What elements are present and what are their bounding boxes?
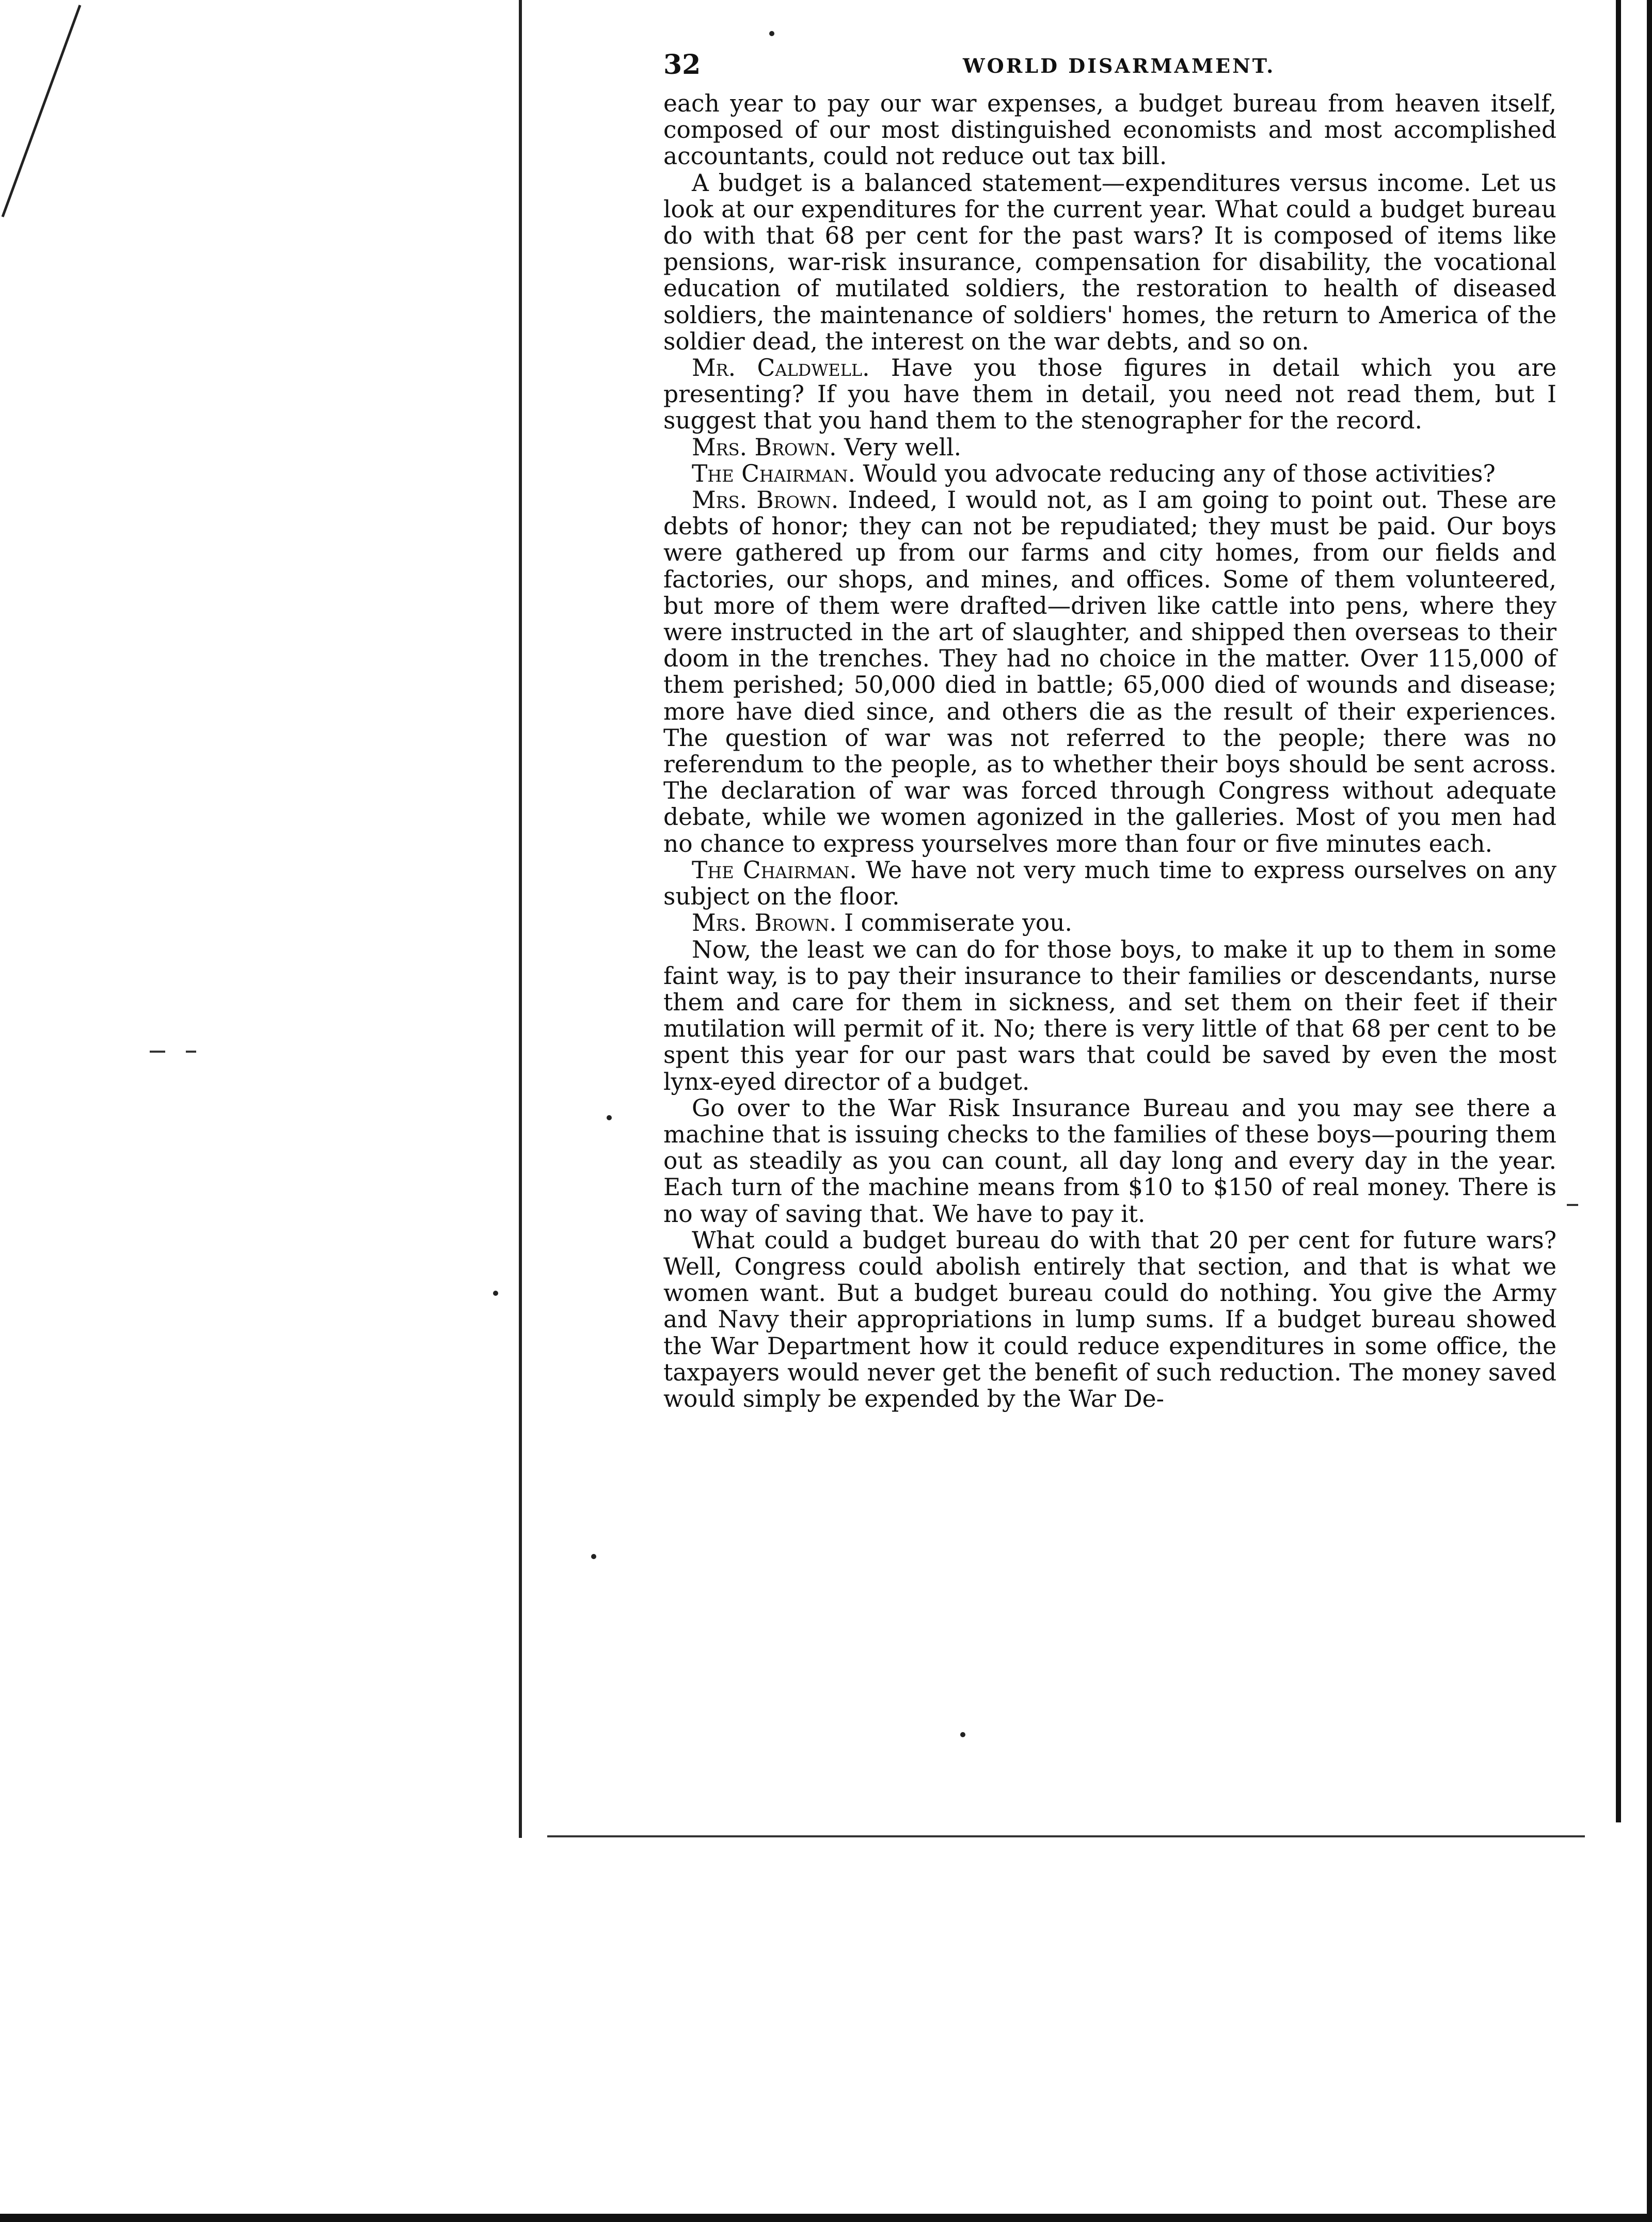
document-page xyxy=(663,49,1556,1412)
page-number: 32 xyxy=(663,49,701,81)
running-head xyxy=(663,49,1556,81)
paragraph-text: each year to pay our war expenses, a budget bureau from heaven itself, composed of our most distinguished economists and most accomplished accountants, could not reduce out tax bill. xyxy=(663,90,1556,170)
paragraph-text: Would you advocate reducing any of those activities? xyxy=(855,459,1496,487)
speaker-name: Mr. Caldwell. xyxy=(692,354,870,382)
paragraph-text: We have not very much time to express ourselves on any subject on the floor. xyxy=(663,856,1556,911)
scan-speck xyxy=(591,1554,596,1559)
paragraph xyxy=(663,170,1556,355)
scan-dash xyxy=(1567,1204,1578,1206)
paragraph xyxy=(663,90,1556,170)
running-title: WORLD DISARMAMENT. xyxy=(963,54,1276,77)
scan-border-right-edge xyxy=(1647,0,1652,2222)
speaker-name: Mrs. Brown. xyxy=(692,486,839,514)
body-text xyxy=(663,90,1556,1412)
paragraph-text: Go over to the War Risk Insurance Bureau and you may see there a machine that is issuing checks to the families of these boys—pouring them out as steadily as you can count, all day long and every day in the year. Each turn of the machine means from $10 to $150 of real money. There is no way of saving that. We have to pay it. xyxy=(663,1094,1556,1228)
scan-speck xyxy=(493,1291,498,1296)
paragraph xyxy=(663,487,1556,857)
paragraph xyxy=(663,355,1556,434)
paragraph xyxy=(663,461,1556,487)
paragraph xyxy=(663,910,1556,936)
paragraph-text: A budget is a balanced statement—expenditures versus income. Let us look at our expenditures for the current year. What could a budget bureau do with that 68 per cent for the past wars? It is composed of items like pensions, war-risk insurance, compensation for disability, the vocational education of mutilated soldiers, the restoration to health of diseased soldiers, the maintenance of soldiers' homes, the return to America of the soldier dead, the interest on the war debts, and so on. xyxy=(663,169,1556,355)
paragraph-text: Have you those figures in detail which you are presenting? If you have them in detail, you need not read them, but I suggest that you hand them to the stenographer for the record. xyxy=(663,354,1556,435)
speaker-name: Mrs. Brown. xyxy=(692,433,837,461)
scan-speck xyxy=(607,1115,612,1120)
paragraph xyxy=(663,937,1556,1095)
speaker-name: Mrs. Brown. xyxy=(692,909,837,937)
paragraph-text: Indeed, I would not, as I am going to point out. These are debts of honor; they can not be repudiated; they must be paid. Our boys were gathered up from our farms and city homes, from our fields and factories, our shops, and mines, and offices. Some of them volunteered, but more of them were drafted—driven like cattle into pens, where they were instructed in the art of slaughter, and shipped then overseas to their doom in the trenches. They had no choice in the matter. Over 115,000 of them perished; 50,000 died in battle; 65,000 died of wounds and disease; more have died since, and others die as the result of their experiences. The question of war was not referred to the people; there was no referendum to the people, as to whether their boys should be sent across. The declaration of war was forced through Congress without adequate debate, while we women agonized in the galleries. Most of you men had no chance to express yourselves more than four or five minutes each. xyxy=(663,486,1556,858)
paragraph-text: I commiserate you. xyxy=(836,909,1072,937)
paragraph-text: Now, the least we can do for those boys, to make it up to them in some faint way, is to pay their insurance to their families or descendants, nurse them and care for them in sickness, and set them on their feet if their mutilation will permit of it. No; there is very little of that 68 per cent to be spent this year for our past wars that could be saved by even the most lynx-eyed director of a budget. xyxy=(663,935,1556,1096)
page-bottom-rule xyxy=(547,1835,1585,1837)
scan-border-bottom xyxy=(0,2214,1652,2222)
paragraph xyxy=(663,434,1556,461)
scan-dash xyxy=(150,1051,165,1053)
scan-dash xyxy=(186,1051,196,1053)
scan-speck xyxy=(960,1732,965,1737)
paragraph xyxy=(663,857,1556,910)
paragraph-text: Very well. xyxy=(836,433,962,461)
paragraph xyxy=(663,1227,1556,1412)
paragraph xyxy=(663,1095,1556,1227)
speaker-name: The Chairman. xyxy=(692,459,855,487)
speaker-name: The Chairman. xyxy=(692,856,857,884)
paragraph-text: What could a budget bureau do with that 20 per cent for future wars? Well, Congress could abolish entirely that section, and that is what we women want. But a budget bureau could do nothing. You give the Army and Navy their appropriations in lump sums. If a budget bureau showed the War Department how it could reduce expenditures in some office, the taxpayers would never get the benefit of such reduction. The money saved would simply be expended by the War De- xyxy=(663,1226,1556,1412)
scan-speck xyxy=(769,31,774,36)
